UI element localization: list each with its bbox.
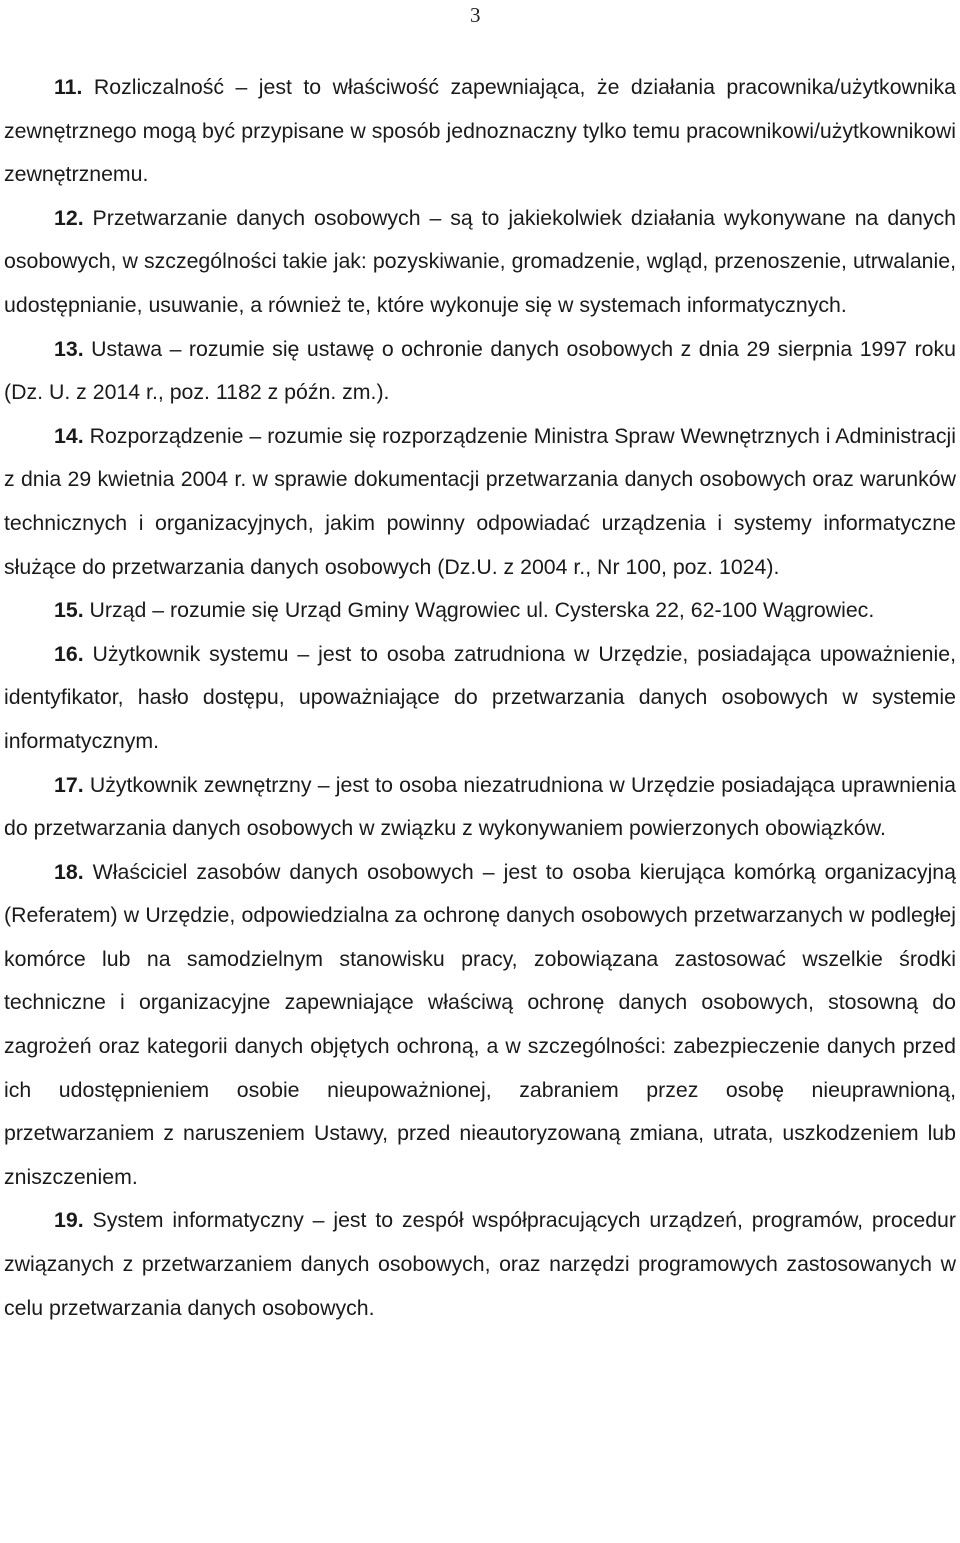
definition-text: Użytkownik zewnętrzny – jest to osoba niezatrudniona w Urzędzie posiadająca uprawnienia do przetwarzania danych osobowych w związku z wykonywaniem powierzonych obowiązków. xyxy=(4,772,956,841)
definition-item xyxy=(4,66,956,197)
definition-number: 15. xyxy=(54,598,84,623)
definition-item xyxy=(4,589,956,633)
definition-number: 19. xyxy=(54,1208,84,1233)
definition-number: 14. xyxy=(54,423,84,448)
definition-number: 11. xyxy=(54,75,83,99)
definition-text: Rozliczalność – jest to właściwość zapewniająca, że działania pracownika/użytkownika zewnętrznego mogą być przypisane w sposób jednoznaczny tylko temu pracownikowi/użytkownikowi zewnętrznemu. xyxy=(4,75,956,187)
definition-number: 12. xyxy=(54,205,84,230)
definition-text: Rozporządzenie – rozumie się rozporządzenie Ministra Spraw Wewnętrznych i Administracji z dnia 29 kwietnia 2004 r. w sprawie dokumentacji przetwarzania danych osobowych oraz warunków technicznych i organizacyjnych, jakim powinny odpowiadać urządzenia i systemy informatyczne służące do przetwarzania danych osobowych (Dz.U. z 2004 r., Nr 100, poz. 1024). xyxy=(4,423,956,579)
definition-number: 13. xyxy=(54,336,84,361)
definition-text: Urząd – rozumie się Urząd Gminy Wągrowiec ul. Cysterska 22, 62-100 Wągrowiec. xyxy=(83,598,875,623)
definition-item xyxy=(4,764,956,851)
definition-item xyxy=(4,633,956,764)
definition-number: 17. xyxy=(54,772,84,797)
definition-text: Ustawa – rozumie się ustawę o ochronie danych osobowych z dnia 29 sierpnia 1997 roku (Dz. U. z 2014 r., poz. 1182 z późn. zm.). xyxy=(4,336,956,405)
definition-text: Właściciel zasobów danych osobowych – jest to osoba kierująca komórką organizacyjną (Referatem) w Urzędzie, odpowiedzialna za ochronę danych osobowych przetwarzanych w podległej komórce lub na samodzielnym stanowisku pracy, zobowiązana zastosować wszelkie środki techniczne i organizacyjne zapewniające właściwą ochronę danych osobowych, stosowną do zagrożeń oraz kategorii danych objętych ochroną, a w szczególności: zabezpieczenie danych przed ich udostępnieniem osobie nieupoważnionej, zabraniem przez osobę nieuprawnioną, przetwarzaniem z naruszeniem Ustawy, przed nieautoryzowaną zmiana, utrata, uszkodzeniem lub zniszczeniem. xyxy=(4,859,956,1189)
definition-number: 18. xyxy=(54,859,84,884)
definition-text: Przetwarzanie danych osobowych – są to jakiekolwiek działania wykonywane na danych osobowych, w szczególności takie jak: pozyskiwanie, gromadzenie, wgląd, przenoszenie, utrwalanie, udostępnianie, usuwanie, a również te, które wykonuje się w systemach informatycznych. xyxy=(4,205,956,317)
page-number: 3 xyxy=(470,3,481,27)
definition-text: System informatyczny – jest to zespół współpracujących urządzeń, programów, procedur związanych z przetwarzaniem danych osobowych, oraz narzędzi programowych zastosowanych w celu przetwarzania danych osobowych. xyxy=(4,1208,956,1320)
definition-item xyxy=(4,328,956,415)
definition-item xyxy=(4,851,956,1200)
definition-text: Użytkownik systemu – jest to osoba zatrudniona w Urzędzie, posiadająca upoważnienie, identyfikator, hasło dostępu, upoważniające do przetwarzania danych osobowych w systemie informatycznym. xyxy=(4,641,956,753)
definition-item xyxy=(4,197,956,328)
definitions-list xyxy=(4,66,956,1330)
definition-number: 16. xyxy=(54,641,84,666)
definition-item xyxy=(4,415,956,589)
definition-item xyxy=(4,1199,956,1330)
